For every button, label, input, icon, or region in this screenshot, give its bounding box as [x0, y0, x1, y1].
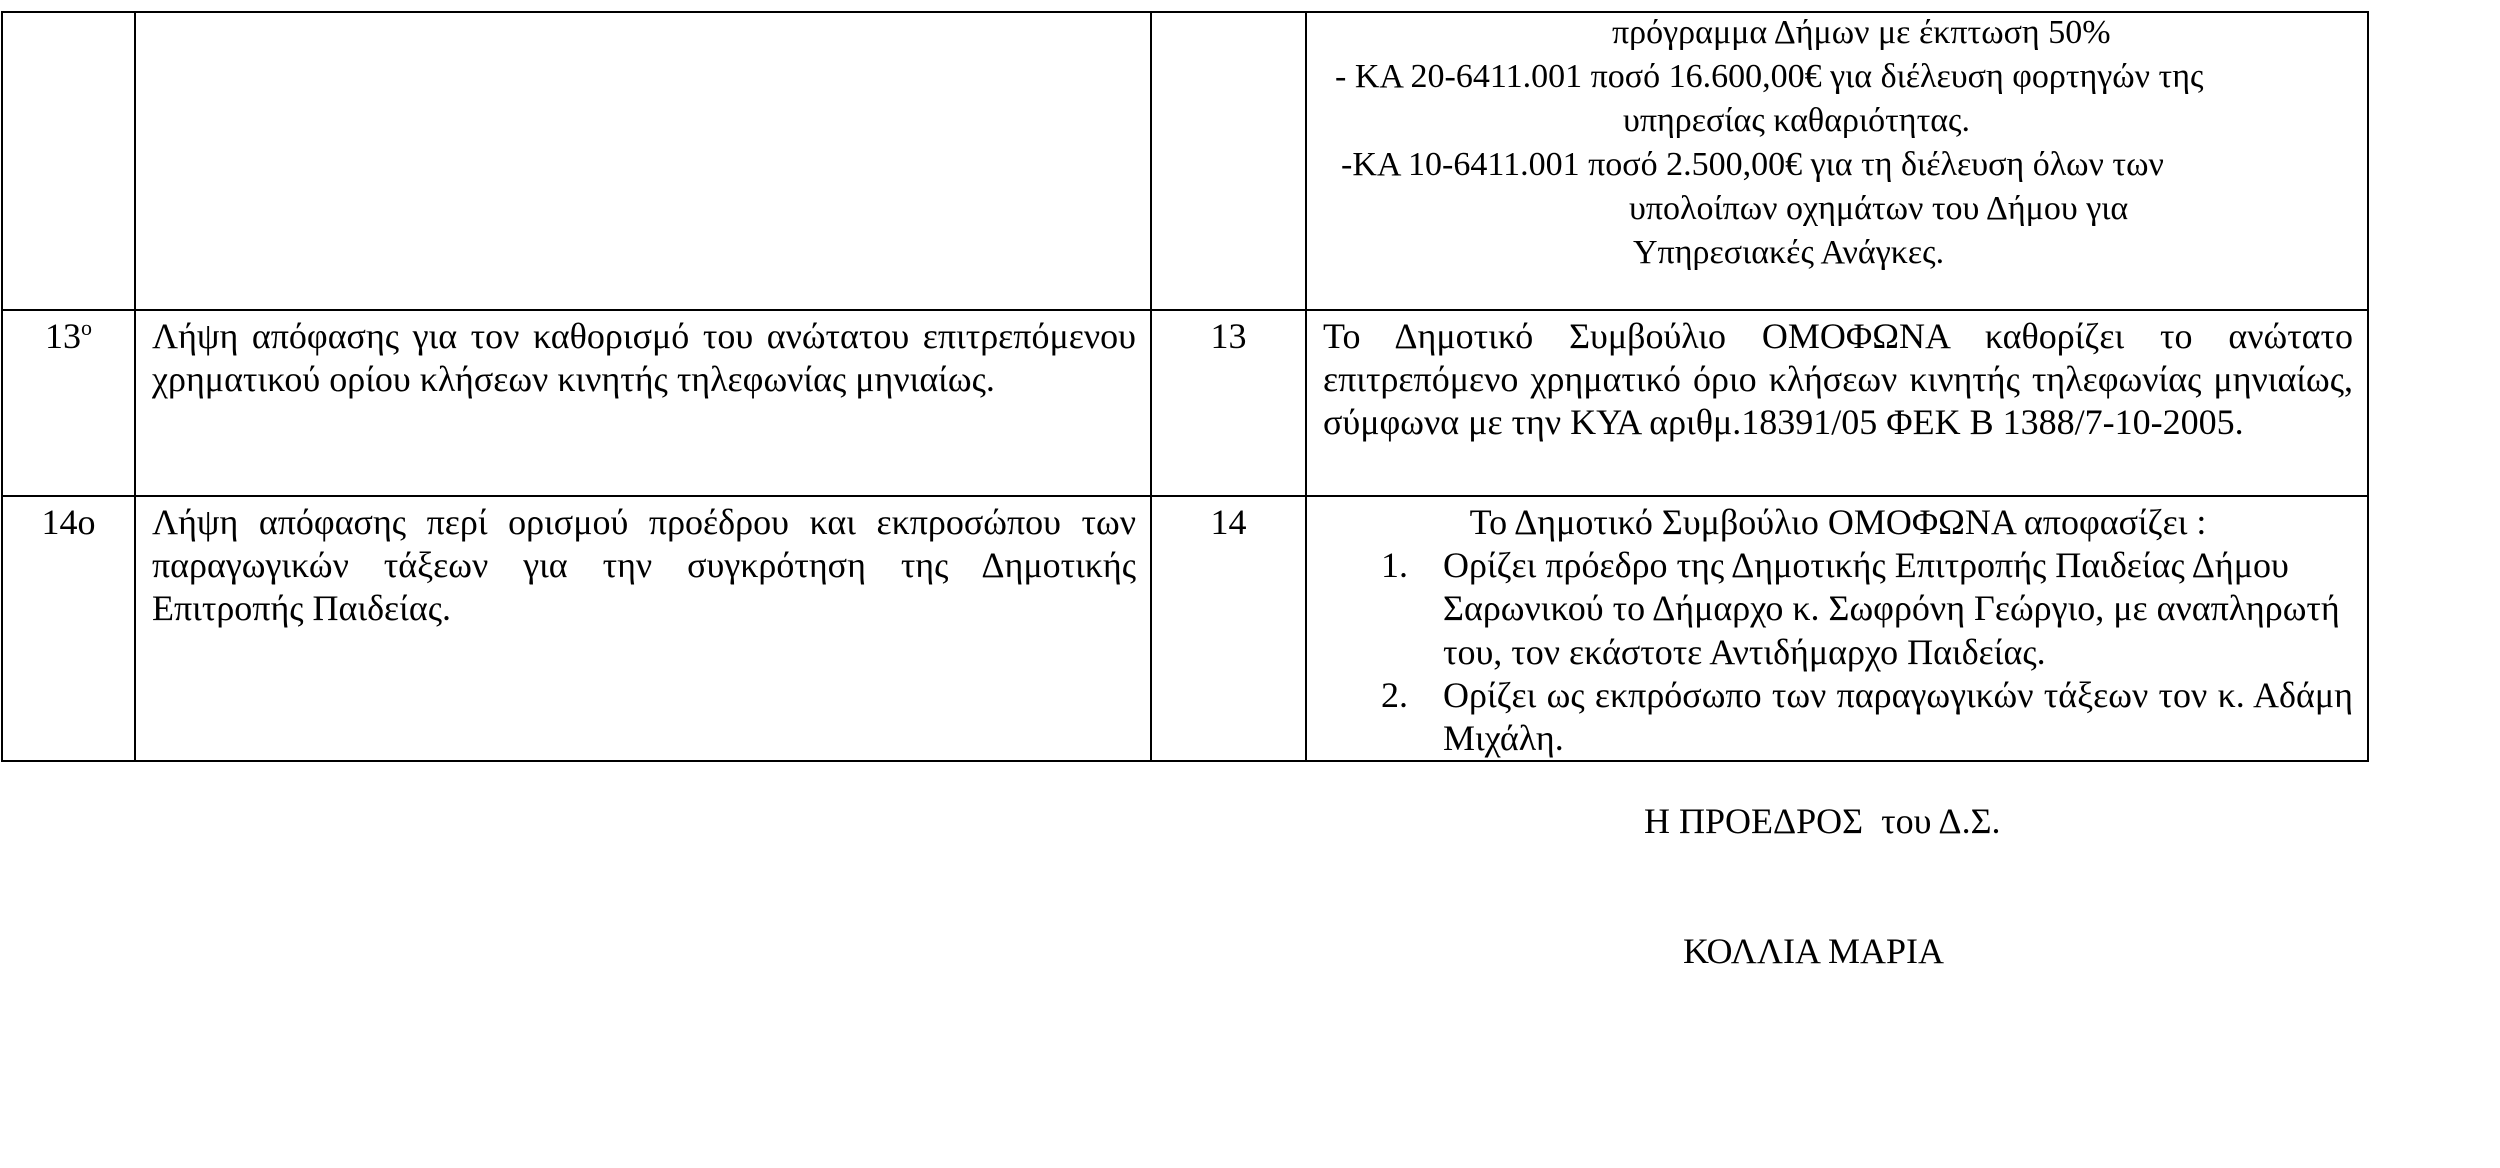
decision-cell: [1306, 12, 2368, 310]
decisions-table: [1, 11, 2369, 762]
table-row: [2, 310, 2368, 496]
continued-line: - ΚΑ 20-6411.001 ποσό 16.600,00€ για διέλευση φορτηγών της: [1335, 58, 2204, 95]
list-item-text: Ορίζει πρόεδρο της Δημοτικής Επιτροπής Παιδείας Δήμου Σαρωνικού το Δήμαρχο κ. Σωφρόνη Γεώργιο, με αναπληρωτή του, τον εκάστοτε Αντιδήμαρχο Παιδείας.: [1443, 545, 2340, 672]
subject-cell: [135, 496, 1151, 761]
decision-number-cell: [1151, 310, 1306, 496]
decision-cell: [1306, 496, 2368, 761]
signature-title: Η ΠΡΟΕΔΡΟΣ του Δ.Σ.: [1644, 801, 2001, 841]
item-number: 14ο: [41, 502, 96, 542]
table-row-continuation: [2, 12, 2368, 310]
decision-number: 13: [1210, 316, 1247, 356]
subject-text: Λήψη απόφασης για τον καθορισμό του ανώτατου επιτρεπόμενου χρηματικού ορίου κλήσεων κινητής τηλεφωνίας μηνιαίως.: [152, 316, 1136, 400]
subject-text: Λήψη απόφασης περί ορισμού προέδρου και εκπροσώπου των παραγωγικών τάξεων για την συγκρότηση της Δημοτικής Επιτροπής Παιδείας.: [152, 502, 1136, 629]
list-item: [1381, 674, 2353, 760]
signature-name: ΚΟΛΛΙΑ ΜΑΡΙΑ: [1683, 931, 1945, 971]
decision-number-cell: [1151, 496, 1306, 761]
list-item-marker: 1.: [1381, 545, 1408, 586]
continued-line: Υπηρεσιακές Ανάγκες.: [1633, 234, 1945, 271]
decision-number-cell: [1151, 12, 1306, 310]
list-item: [1381, 544, 2353, 674]
item-number: 13: [45, 316, 81, 356]
list-item-text: Ορίζει ως εκπρόσωπο των παραγωγικών τάξεων τον κ. Αδάμη Μιχάλη.: [1443, 674, 2353, 758]
decision-number: 14: [1210, 502, 1247, 542]
decision-cell: [1306, 310, 2368, 496]
continued-line: υπολοίπων οχημάτων του Δήμου για: [1629, 190, 2129, 227]
continued-line: πρόγραμμα Δήμων με έκπτωση 50%: [1612, 14, 2111, 51]
continued-line: -ΚΑ 10-6411.001 ποσό 2.500,00€ για τη διέλευση όλων των: [1341, 146, 2164, 183]
item-number-cell: [2, 12, 135, 310]
decision-list: [1323, 544, 2353, 760]
subject-cell: [135, 12, 1151, 310]
decision-intro: Το Δημοτικό Συμβούλιο ΟΜΟΦΩΝΑ αποφασίζει :: [1469, 502, 2207, 542]
list-item-marker: 2.: [1381, 674, 1408, 715]
table-row: [2, 496, 2368, 761]
item-number-cell: [2, 310, 135, 496]
item-number-suffix: ο: [81, 315, 92, 340]
continued-line: υπηρεσίας καθαριότητας.: [1623, 102, 1971, 139]
item-number-cell: [2, 496, 135, 761]
decision-text: Το Δημοτικό Συμβούλιο ΟΜΟΦΩΝΑ καθορίζει το ανώτατο επιτρεπόμενο χρηματικό όριο κλήσεων κινητής τηλεφωνίας μηνιαίως, σύμφωνα με την ΚΥΑ αριθμ.18391/05 ΦΕΚ Β 1388/7-10-2005.: [1323, 316, 2353, 443]
subject-cell: [135, 310, 1151, 496]
continued-decision-text: [1307, 13, 2367, 303]
